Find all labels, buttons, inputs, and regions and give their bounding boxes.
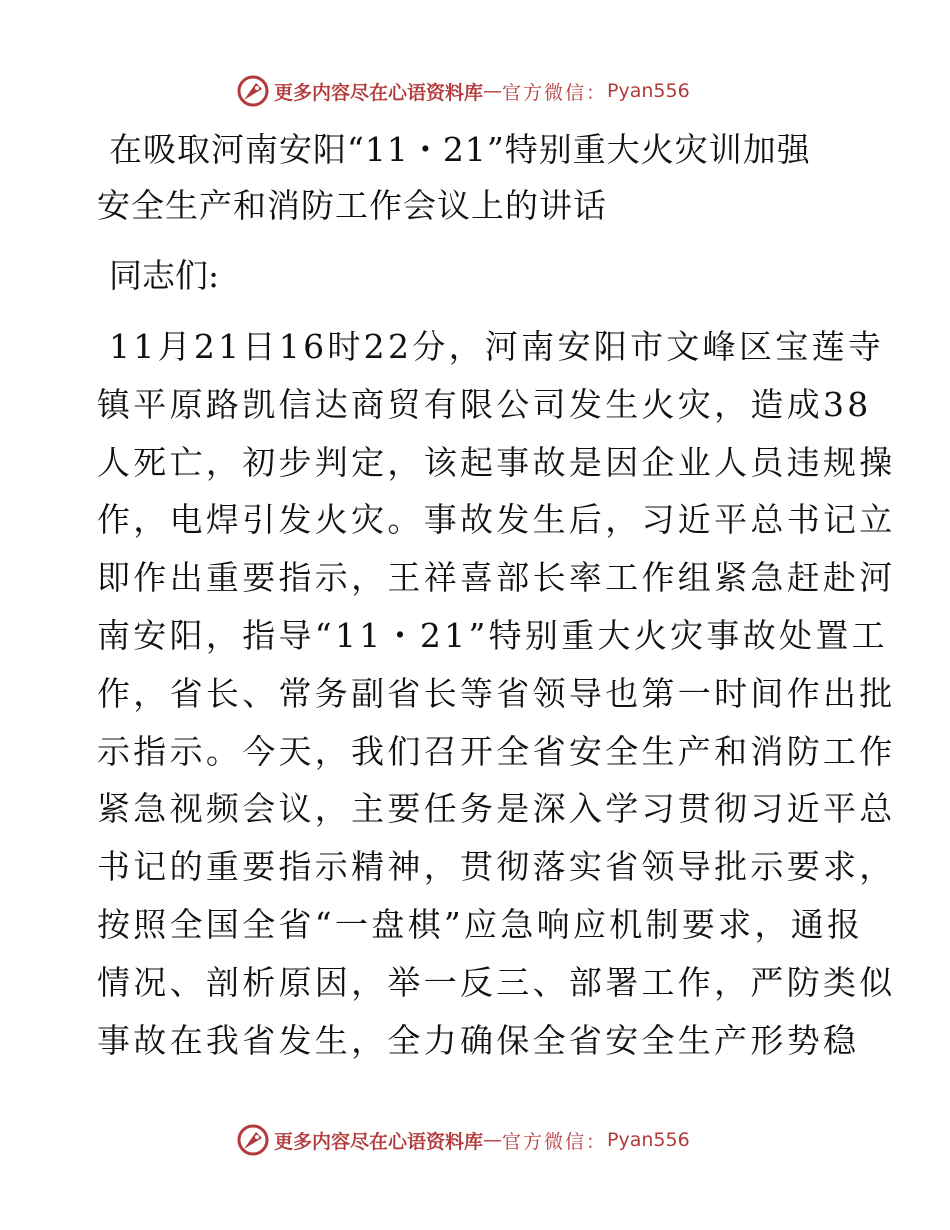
body-line: 镇平原路凯信达商贸有限公司发生火灾，造成38	[97, 384, 872, 424]
watermark-wechat-id: Pyan556	[607, 80, 690, 102]
watermark-main-text: 更多内容尽在心语资料库	[274, 1130, 484, 1153]
watermark-dash: —	[483, 80, 503, 102]
body-line: 示指示。今天，我们召开全省安全生产和消防工作	[97, 731, 896, 771]
body-line: 书记的重要指示精神，贯彻落实省领导批示要求，	[97, 847, 896, 887]
body-line: 情况、剖析原因，举一反三、部署工作，严防类似	[97, 962, 896, 1002]
watermark-wechat-id: Pyan556	[607, 1129, 690, 1151]
salutation: 同志们:	[109, 256, 220, 295]
body-line: 按照全国全省“一盘棋”应急响应机制要求，通报	[97, 904, 864, 944]
header-watermark	[236, 73, 690, 109]
body-line: 作，省长、常务副省长等省领导也第一时间作出批	[97, 673, 896, 713]
footer-watermark	[236, 1122, 690, 1158]
body-line: 事故在我省发生，全力确保全省安全生产形势稳	[97, 1020, 860, 1060]
pen-nib-circle-logo-icon	[236, 74, 270, 108]
body-line: 人死亡，初步判定，该起事故是因企业人员违规操	[97, 442, 896, 482]
body-line: 紧急视频会议，主要任务是深入学习贯彻习近平总	[97, 789, 896, 829]
body-line: 作，电焊引发火灾。事故发生后，习近平总书记立	[97, 500, 896, 540]
document-title-line-1: 在吸取河南安阳“11・21”特别重大火灾训加强	[109, 130, 811, 169]
body-line: 11月21日16时22分，河南安阳市文峰区宝莲寺	[109, 327, 885, 366]
body-paragraph	[97, 318, 896, 1069]
document-title-line-2: 安全生产和消防工作会议上的讲话	[97, 186, 607, 225]
watermark-sub-text: 官方微信：	[502, 81, 608, 104]
document-page	[97, 122, 896, 1069]
pen-nib-circle-logo-icon	[236, 1123, 270, 1157]
body-line: 南安阳，指导“11・21”特别重大火灾事故处置工	[97, 615, 888, 655]
body-line: 即作出重要指示，王祥喜部长率工作组紧急赶赴河	[97, 558, 896, 598]
watermark-main-text: 更多内容尽在心语资料库	[274, 81, 484, 104]
watermark-sub-text: 官方微信：	[502, 1130, 608, 1153]
watermark-dash: —	[483, 1129, 503, 1151]
